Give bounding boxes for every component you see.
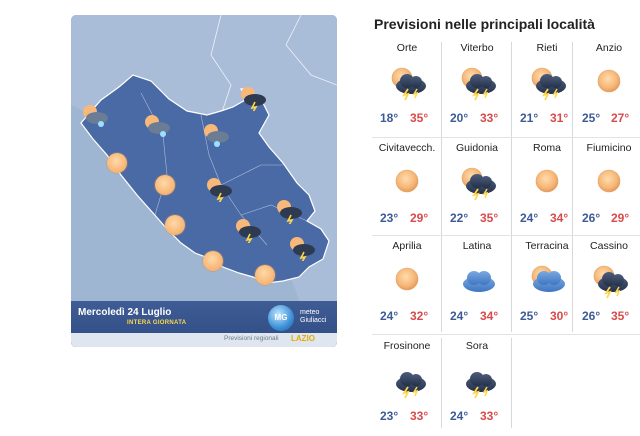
sun-cloud-icon: [527, 262, 567, 296]
max-temperature: 35°: [410, 111, 429, 125]
max-temperature: 34°: [550, 211, 569, 225]
cloud-icon: [457, 262, 497, 296]
max-temperature: 35°: [480, 211, 499, 225]
city-name: Latina: [462, 240, 492, 252]
brand-logo-icon: MG: [268, 305, 294, 331]
min-temperature: 25°: [520, 309, 539, 323]
city-name: Sora: [465, 340, 489, 352]
min-temperature: 20°: [450, 111, 469, 125]
max-temperature: 29°: [410, 211, 429, 225]
storm-cloud-icon: [387, 362, 427, 396]
city-forecast-card: [577, 142, 640, 238]
sun-cloud-rain-icon: [201, 122, 231, 148]
sun-icon: [387, 262, 427, 296]
max-temperature: 33°: [480, 409, 499, 423]
brand-name-line1: meteo: [300, 309, 320, 316]
max-temperature: 33°: [480, 111, 499, 125]
sun-cloud-rain-icon: [142, 113, 172, 139]
city-forecast-card: [372, 340, 442, 436]
max-temperature: 35°: [611, 309, 630, 323]
sun-cloud-storm-icon: [233, 217, 263, 243]
city-forecast-card: [442, 42, 512, 138]
sun-cloud-storm-icon: [287, 235, 317, 261]
city-name: Aprilia: [392, 240, 422, 252]
city-forecast-card: [372, 142, 442, 238]
city-forecast-card: [442, 142, 512, 238]
city-forecast-card: [442, 340, 512, 436]
sun-cloud-storm-icon: [387, 64, 427, 98]
sun-icon: [107, 153, 127, 173]
city-forecast-card: [442, 240, 512, 336]
brand-name: [300, 309, 326, 325]
min-temperature: 26°: [582, 211, 601, 225]
city-name: Frosinone: [383, 340, 431, 352]
city-name: Terracina: [525, 240, 569, 252]
brand-name-line2: Giuliacci: [300, 317, 327, 324]
min-temperature: 22°: [450, 211, 469, 225]
min-temperature: 24°: [520, 211, 539, 225]
sun-cloud-storm-icon: [274, 198, 304, 224]
forecast-title: Previsioni nelle principali località: [374, 16, 595, 32]
city-forecast-card: [372, 42, 442, 138]
city-forecast-card: [577, 240, 640, 336]
sun-cloud-rain-icon: [80, 103, 110, 129]
sun-icon: [165, 215, 185, 235]
city-name: Orte: [396, 42, 418, 54]
column-divider: [511, 42, 512, 332]
min-temperature: 18°: [380, 111, 399, 125]
min-temperature: 21°: [520, 111, 539, 125]
min-temperature: 23°: [380, 211, 399, 225]
sun-icon: [589, 164, 629, 198]
column-divider: [511, 338, 512, 428]
max-temperature: 32°: [410, 309, 429, 323]
map-period: INTERA GIORNATA: [127, 320, 187, 326]
city-name: Viterbo: [460, 42, 494, 54]
sun-cloud-storm-icon: [457, 164, 497, 198]
row-divider: [372, 334, 640, 335]
city-name: Guidonia: [455, 142, 499, 154]
sun-icon: [203, 251, 223, 271]
storm-cloud-icon: [457, 362, 497, 396]
sun-icon: [387, 164, 427, 198]
max-temperature: 30°: [550, 309, 569, 323]
city-name: Fiumicino: [586, 142, 632, 154]
min-temperature: 26°: [582, 309, 601, 323]
sun-icon: [589, 64, 629, 98]
max-temperature: 33°: [410, 409, 429, 423]
column-divider: [572, 42, 573, 332]
sun-icon: [255, 265, 275, 285]
min-temperature: 24°: [380, 309, 399, 323]
sun-cloud-storm-icon: [238, 85, 268, 111]
city-forecast-card: [372, 240, 442, 336]
sun-cloud-storm-icon: [457, 64, 497, 98]
sun-icon: [155, 175, 175, 195]
min-temperature: 25°: [582, 111, 601, 125]
column-divider: [441, 338, 442, 428]
min-temperature: 24°: [450, 409, 469, 423]
city-name: Roma: [532, 142, 561, 154]
region-map: [71, 15, 337, 347]
city-name: Civitavecch.: [378, 142, 436, 154]
footer-label: Previsioni regionali: [224, 335, 279, 342]
city-name: Cassino: [590, 240, 628, 252]
max-temperature: 31°: [550, 111, 569, 125]
city-name: Anzio: [595, 42, 623, 54]
sun-cloud-storm-icon: [204, 176, 234, 202]
row-divider: [372, 235, 640, 236]
map-date: Mercoledì 24 Luglio: [78, 307, 172, 318]
min-temperature: 23°: [380, 409, 399, 423]
max-temperature: 27°: [611, 111, 630, 125]
city-name: Rieti: [536, 42, 558, 54]
max-temperature: 29°: [611, 211, 630, 225]
sun-cloud-storm-icon: [589, 262, 629, 296]
min-temperature: 24°: [450, 309, 469, 323]
row-divider: [372, 137, 640, 138]
max-temperature: 34°: [480, 309, 499, 323]
city-forecast-card: [577, 42, 640, 138]
column-divider: [441, 42, 442, 332]
sun-icon: [527, 164, 567, 198]
region-label: LAZIO: [291, 334, 315, 343]
sun-cloud-storm-icon: [527, 64, 567, 98]
